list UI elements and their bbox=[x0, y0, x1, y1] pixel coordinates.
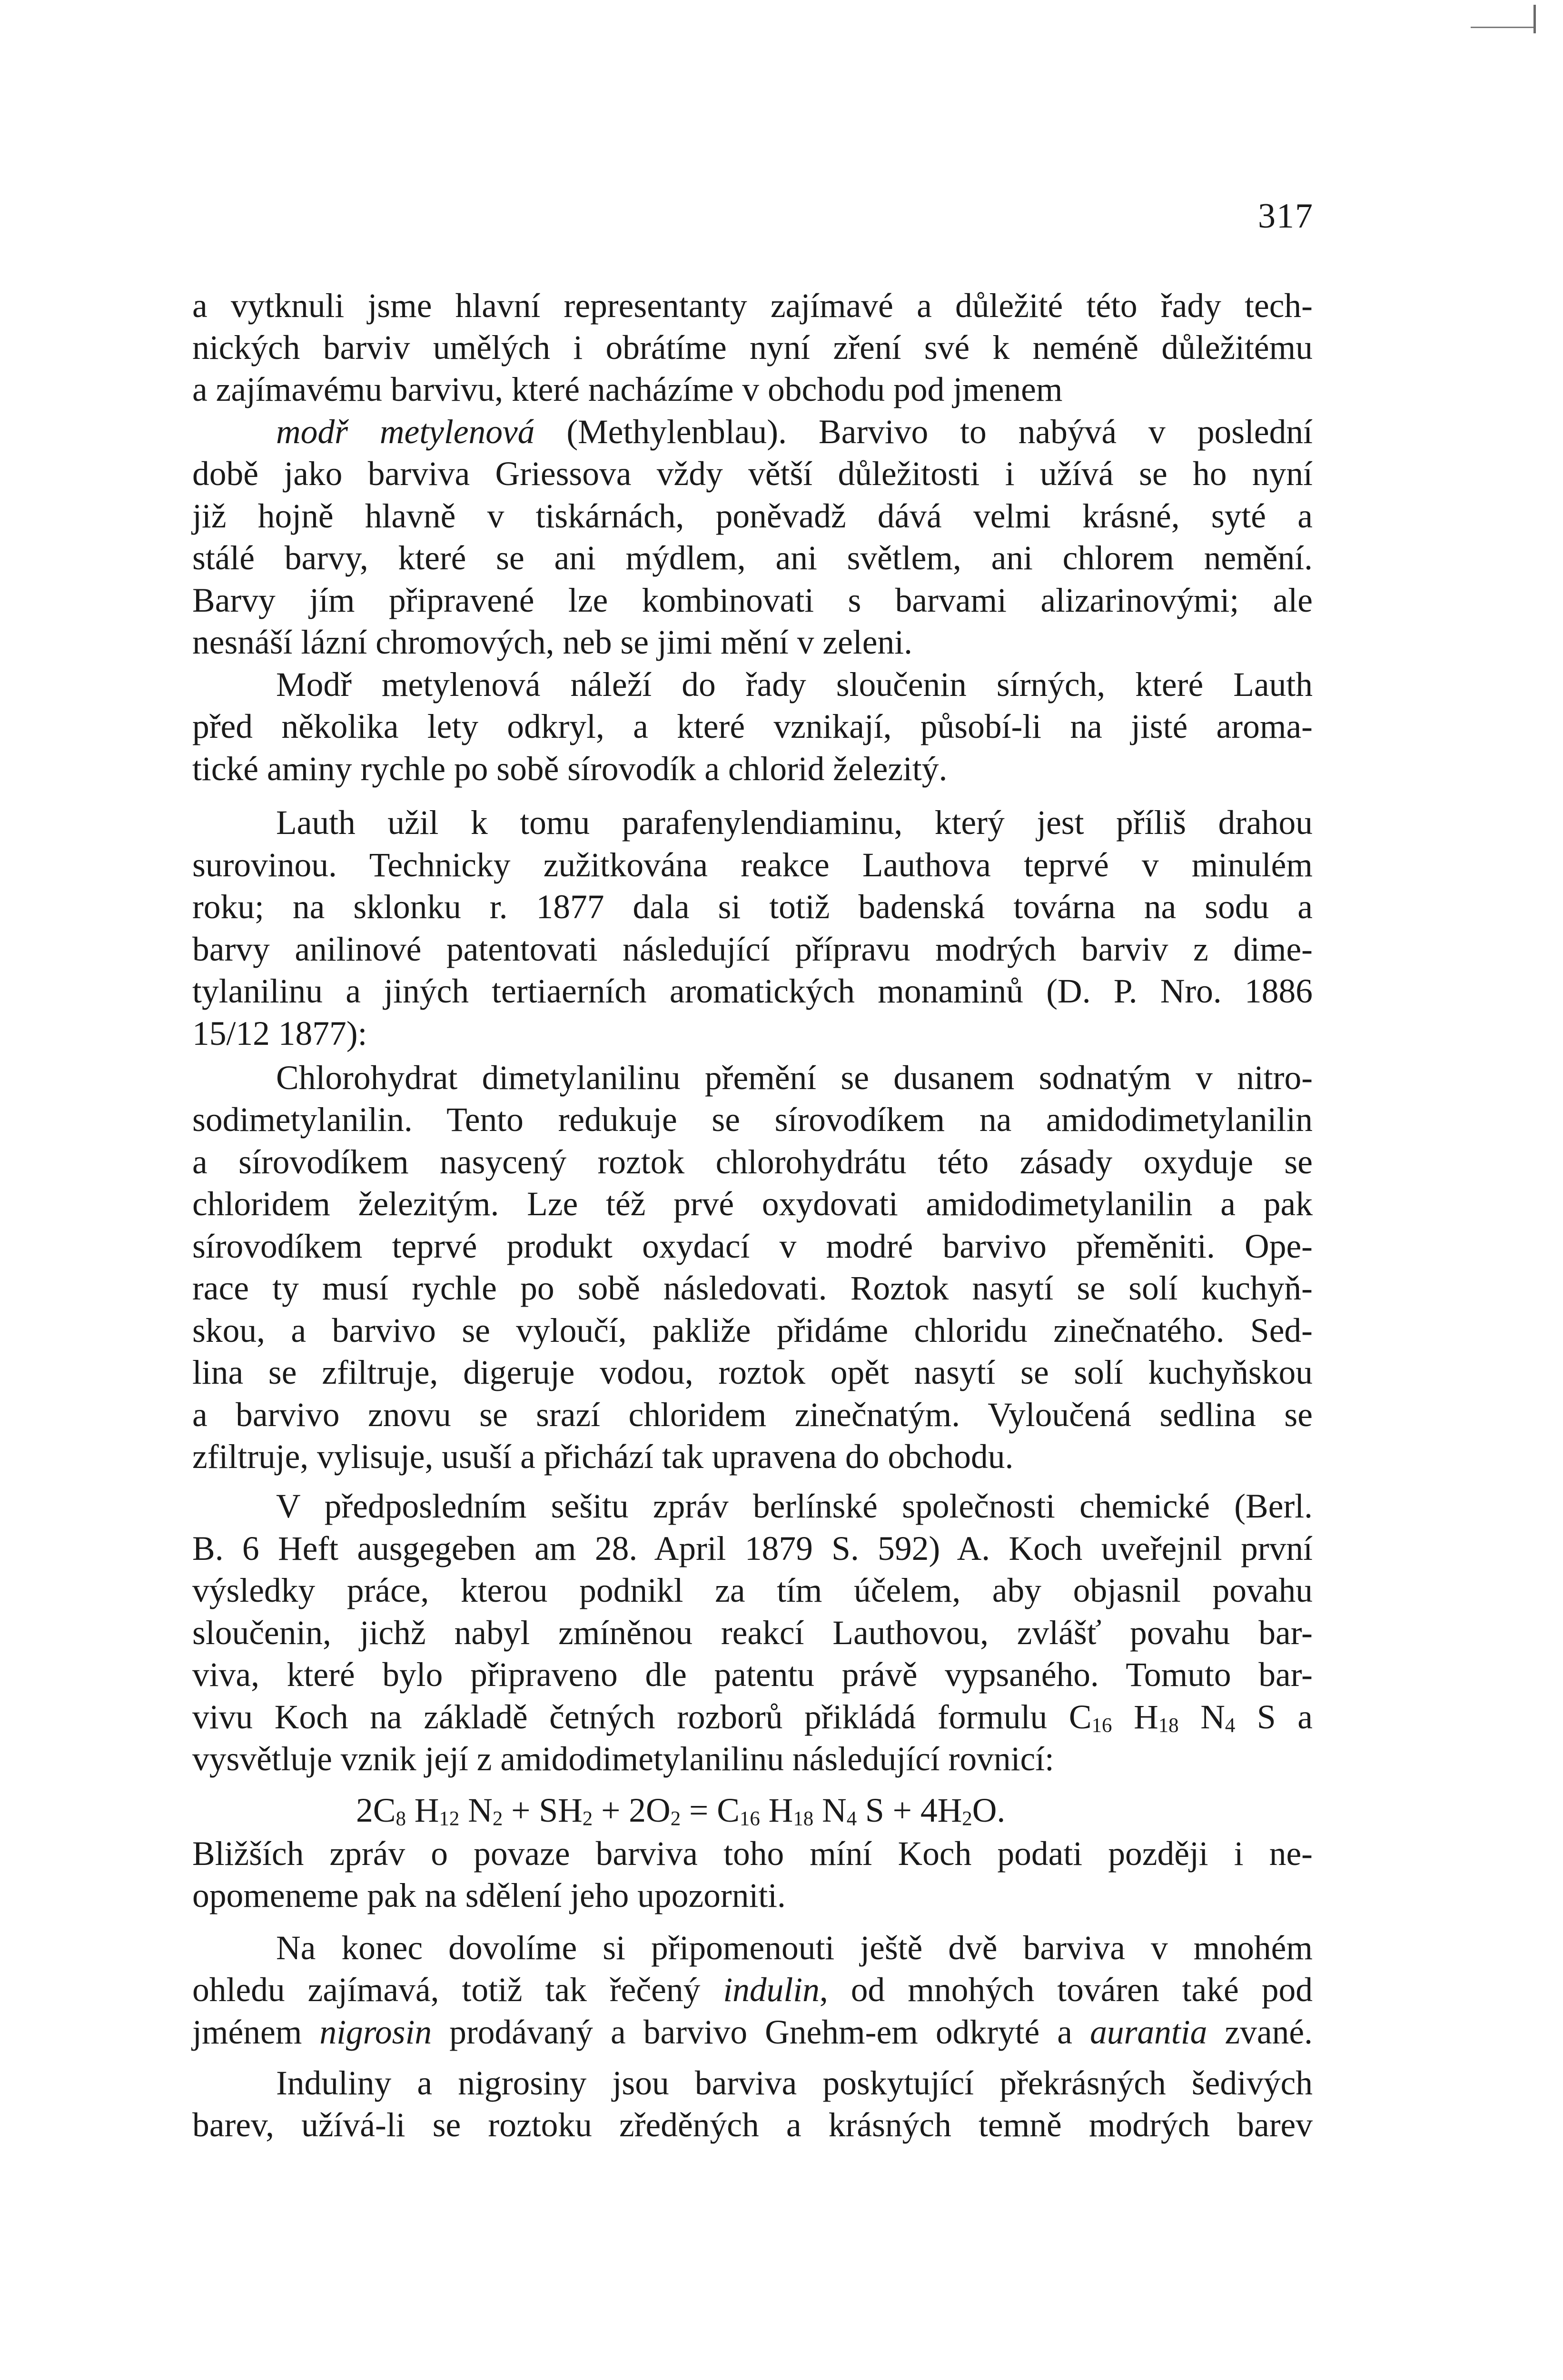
text-line: tické aminy rychle po sobě sírovodík a chlorid železitý. bbox=[192, 750, 948, 788]
text-line: viva, které bylo připraveno dle patentu právě vypsaného. Tomuto bar- bbox=[192, 1656, 1313, 1694]
formula: $C_{16}$ $H_{18}$ $N_4$ S a bbox=[1068, 1698, 1313, 1737]
text-line: Induliny a nigrosiny jsou barviva poskytující překrásných šedivých bbox=[276, 2064, 1313, 2102]
text-run: vivu Koch na základě četných rozborů přikládá formulu bbox=[192, 1698, 1069, 1736]
scan-edge-rule bbox=[1471, 27, 1533, 28]
chemical-equation: $2C_8$ $H_{12}$ $N_2 + SH_2 + 2O_2 = C_{16}$ $H_{18}$ $N_4$ $S + 4H_2O$. bbox=[356, 1792, 1006, 1830]
text-line: době jako barviva Griessova vždy větší důležitosti i užívá se ho nyní bbox=[192, 455, 1313, 493]
text-line: a vytknuli jsme hlavní representanty zajímavé a důležité této řady tech- bbox=[192, 287, 1313, 325]
text-line: V předposledním sešitu zpráv berlínské společnosti chemické (Berl. bbox=[276, 1488, 1313, 1525]
text-line: sírovodíkem teprvé produkt oxydací v modré barvivo přeměniti. Ope- bbox=[192, 1228, 1313, 1265]
text-line: zfiltruje, vylisuje, usuší a přichází tak upravena do obchodu. bbox=[192, 1438, 1014, 1476]
text-line: a barvivo znovu se srazí chloridem zinečnatým. Vyloučená sedlina se bbox=[192, 1396, 1313, 1434]
text-line: surovinou. Technicky zužitkována reakce Lauthova teprvé v minulém bbox=[192, 846, 1313, 884]
text-line: barev, užívá-li se roztoku zředěných a krásných temně modrých barev bbox=[192, 2106, 1313, 2144]
text-line: opomeneme pak na sdělení jeho upozorniti. bbox=[192, 1877, 786, 1914]
text-line: Bližších zpráv o povaze barviva toho míní Koch podati později i ne- bbox=[192, 1835, 1313, 1873]
text-line: před několika lety odkryl, a které vznikají, působí-li na jisté aroma- bbox=[192, 708, 1313, 745]
term-italic: modř metylenová bbox=[276, 413, 535, 451]
text-line: Chlorohydrat dimetylanilinu přemění se dusanem sodnatým v nitro- bbox=[276, 1059, 1313, 1097]
text-line: chloridem železitým. Lze též prvé oxydovati amidodimetylanilin a pak bbox=[192, 1185, 1313, 1223]
text-line: a zajímavému barvivu, které nacházíme v obchodu pod jmenem bbox=[192, 371, 1063, 408]
term-italic: nigrosin bbox=[319, 2013, 432, 2051]
text-line: ohledu zajímavá, totiž tak řečený indulin, od mnohých továren také pod bbox=[192, 1971, 1313, 2009]
text-line: již hojně hlavně v tiskárnách, poněvadž dává velmi krásné, syté a bbox=[192, 497, 1313, 535]
text-line: výsledky práce, kterou podnikl za tím účelem, aby objasnil povahu bbox=[192, 1572, 1313, 1609]
term-italic: indulin bbox=[723, 1971, 820, 2009]
text-line: lina se zfiltruje, digeruje vodou, roztok opět nasytí se solí kuchyňskou bbox=[192, 1354, 1313, 1391]
text-line bbox=[192, 1695, 1313, 1740]
text-line: skou, a barvivo se vyloučí, pakliže přidáme chloridu zinečnatého. Sed- bbox=[192, 1312, 1313, 1349]
text-line: Lauth užil k tomu parafenylendiaminu, který jest příliš drahou bbox=[276, 804, 1313, 842]
text-line: jménem nigrosin prodávaný a barvivo Gnehm-em odkryté a aurantia zvané. bbox=[192, 2013, 1313, 2051]
text-line: Barvy jím připravené lze kombinovati s barvami alizarinovými; ale bbox=[192, 582, 1313, 619]
text-line: barvy anilinové patentovati následující přípravu modrých barviv z dime- bbox=[192, 931, 1313, 968]
text-line: nesnáší lázní chromových, neb se jimi mění v zeleni. bbox=[192, 624, 912, 661]
text-line: roku; na sklonku r. 1877 dala si totiž badenská továrna na sodu a bbox=[192, 888, 1313, 926]
text-line bbox=[276, 410, 1313, 455]
text-line: 15/12 1877): bbox=[192, 1015, 367, 1052]
text-line: nických barviv umělých i obrátíme nyní zření své k neméně důležitému bbox=[192, 329, 1313, 367]
text-line: race ty musí rychle po sobě následovati. Roztok nasytí se solí kuchyň- bbox=[192, 1269, 1313, 1307]
text-line: vysvětluje vznik její z amidodimetylanilinu následující rovnicí: bbox=[192, 1740, 1054, 1778]
text-line: tylanilinu a jiných tertiaerních aromatických monaminů (D. P. Nro. 1886 bbox=[192, 972, 1313, 1010]
term-italic: aurantia bbox=[1090, 2013, 1207, 2051]
text-line: sloučenin, jichž nabyl zmíněnou reakcí Lauthovou, zvlášť povahu bar- bbox=[192, 1614, 1313, 1652]
text-line: Na konec dovolíme si připomenouti ještě dvě barviva v mnohém bbox=[276, 1929, 1313, 1967]
text-line: sodimetylanilin. Tento redukuje se sírovodíkem na amidodimetylanilin bbox=[192, 1101, 1313, 1139]
text-line: stálé barvy, které se ani mýdlem, ani světlem, ani chlorem nemění. bbox=[192, 539, 1313, 577]
scan-edge-tick bbox=[1533, 5, 1536, 33]
page-number: 317 bbox=[1258, 197, 1314, 236]
text-line: Modř metylenová náleží do řady sloučenin sírných, které Lauth bbox=[276, 666, 1313, 704]
text-line: B. 6 Heft ausgegeben am 28. April 1879 S. 592) A. Koch uveřejnil první bbox=[192, 1530, 1313, 1567]
text-line: a sírovodíkem nasycený roztok chlorohydrátu této zásady oxyduje se bbox=[192, 1143, 1313, 1181]
text-run: (Methylenblau). Barvivo to nabývá v poslední bbox=[534, 413, 1313, 451]
